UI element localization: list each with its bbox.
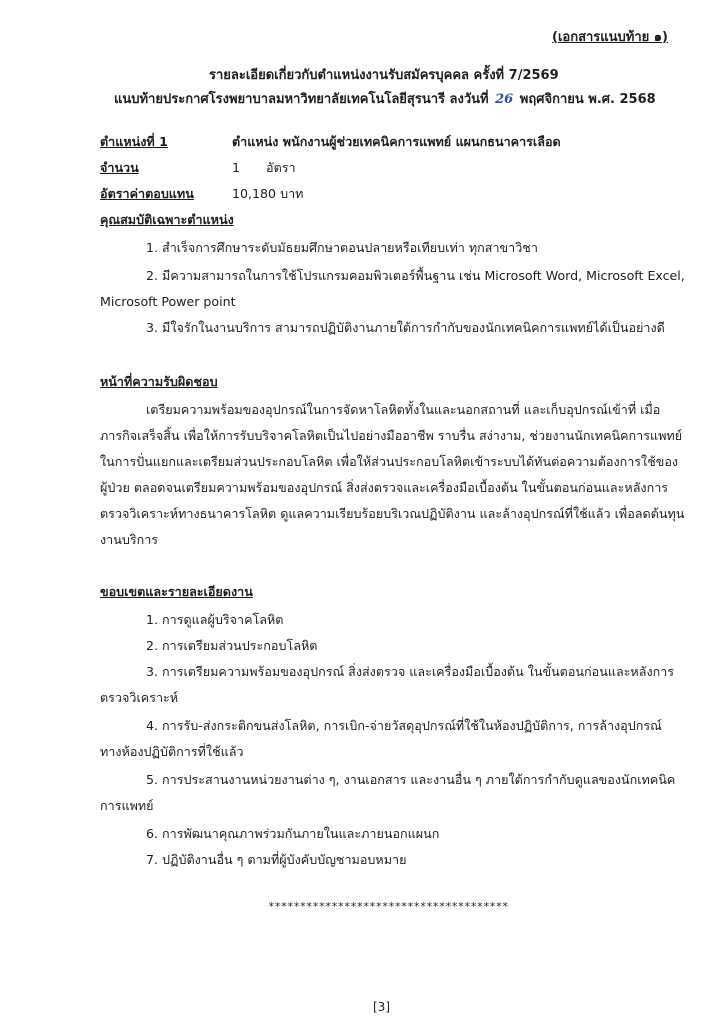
scope-heading: ขอบเขตและรายละเอียดงาน: [100, 584, 253, 599]
scope-item-4: 4. การรับ-ส่งกระติกขนส่งโลหิต, การเบิก-จ่ายวัสดุอุปกรณ์ที่ใช้ในห้องปฏิบัติการ, การล้างอุปกรณ์: [146, 718, 662, 733]
scope-item-6: 6. การพัฒนาคุณภาพร่วมกันภายในและภายนอกแผนก: [146, 826, 440, 841]
duties-heading: หน้าที่ความรับผิดชอบ: [100, 374, 218, 389]
qualification-item-1: 1. สำเร็จการศึกษาระดับมัธยมศึกษาตอนปลายหรือเทียบเท่า ทุกสาขาวิชา: [146, 240, 538, 255]
position-label: ตำแหน่งที่ 1: [100, 134, 168, 149]
separator-stars: **************************************: [268, 900, 509, 913]
quantity-label: จำนวน: [100, 160, 139, 175]
qualification-item-2: 2. มีความสามารถในการใช้โปรแกรมคอมพิวเตอร์พื้นฐาน เช่น Microsoft Word, Microsoft Excel,: [146, 268, 685, 283]
handwritten-day: 26: [495, 92, 514, 107]
position-value: ตำแหน่ง พนักงานผู้ช่วยเทคนิคการแพทย์ แผนกธนาคารเลือด: [232, 134, 561, 149]
scope-item-5: 5. การประสานงานหน่วยงานต่าง ๆ, งานเอกสาร และงานอื่น ๆ ภายใต้การกำกับดูแลของนักเทคนิค: [146, 772, 676, 787]
scope-item-1: 1. การดูแลผู้บริจาคโลหิต: [146, 612, 284, 627]
quantity-unit: อัตรา: [266, 160, 296, 175]
subtitle-prefix: แนบท้ายประกาศโรงพยาบาลมหาวิทยาลัยเทคโนโลยีสุรนารี ลงวันที่: [114, 92, 489, 107]
scope-item-7: 7. ปฏิบัติงานอื่น ๆ ตามที่ผู้บังคับบัญชามอบหมาย: [146, 852, 407, 867]
scope-item-2: 2. การเตรียมส่วนประกอบโลหิต: [146, 638, 318, 653]
page-number: [3]: [373, 1000, 390, 1014]
duties-line: ผู้ป่วย ตลอดจนเตรียมความพร้อมของอุปกรณ์ สิ่งส่งตรวจและเครื่องมือเบื้องต้น ในขั้นตอนก่อนและหลังการ: [100, 480, 669, 495]
duties-line: เตรียมความพร้อมของอุปกรณ์ในการจัดหาโลหิตทั้งในและนอกสถานที่ และเก็บอุปกรณ์เข้าที่ เมื่อ: [146, 402, 661, 417]
attachment-label: (เอกสารแนบท้าย ๑): [552, 30, 669, 45]
duties-line: ตรวจวิเคราะห์ทางธนาคารโลหิต ดูแลความเรียบร้อยบริเวณปฏิบัติงาน และล้างอุปกรณ์ที่ใช้แล้ว เพื่อลดต้นทุน: [100, 506, 685, 521]
document-subtitle: [114, 92, 656, 108]
salary-label: อัตราค่าตอบแทน: [100, 186, 194, 201]
quantity-value: 1: [232, 160, 241, 175]
subtitle-suffix: พฤศจิกายน พ.ศ. 2568: [519, 92, 656, 107]
qualifications-heading: คุณสมบัติเฉพาะตำแหน่ง: [100, 212, 234, 227]
duties-line: งานบริการ: [100, 532, 159, 547]
duties-line: ภารกิจเสร็จสิ้น เพื่อให้การรับบริจาคโลหิตเป็นไปอย่างมืออาชีพ ราบรื่น สง่างาม, ช่วยงานนักเทคนิคการแพทย์: [100, 428, 683, 443]
scope-item-3-cont: ตรวจวิเคราะห์: [100, 690, 179, 705]
scope-item-3: 3. การเตรียมความพร้อมของอุปกรณ์ สิ่งส่งตรวจ และเครื่องมือเบื้องต้น ในขั้นตอนก่อนและหลังการ: [146, 664, 675, 679]
scope-item-4-cont: ทางห้องปฏิบัติการที่ใช้แล้ว: [100, 744, 244, 759]
qualification-item-2-cont: Microsoft Power point: [100, 294, 236, 309]
qualification-item-3: 3. มีใจรักในงานบริการ สามารถปฏิบัติงานภายใต้การกำกับของนักเทคนิคการแพทย์ได้เป็นอย่างดี: [146, 320, 665, 335]
scope-item-5-cont: การแพทย์: [100, 798, 154, 813]
duties-line: ในการปั่นแยกและเตรียมส่วนประกอบโลหิต เพื่อให้ส่วนประกอบโลหิตเข้าระบบได้ทันต่อความต้องการใช้ของ: [100, 454, 679, 469]
salary-value: 10,180 บาท: [232, 186, 304, 201]
document-title: รายละเอียดเกี่ยวกับตำแหน่งงานรับสมัครบุคคล ครั้งที่ 7/2569: [209, 68, 559, 83]
